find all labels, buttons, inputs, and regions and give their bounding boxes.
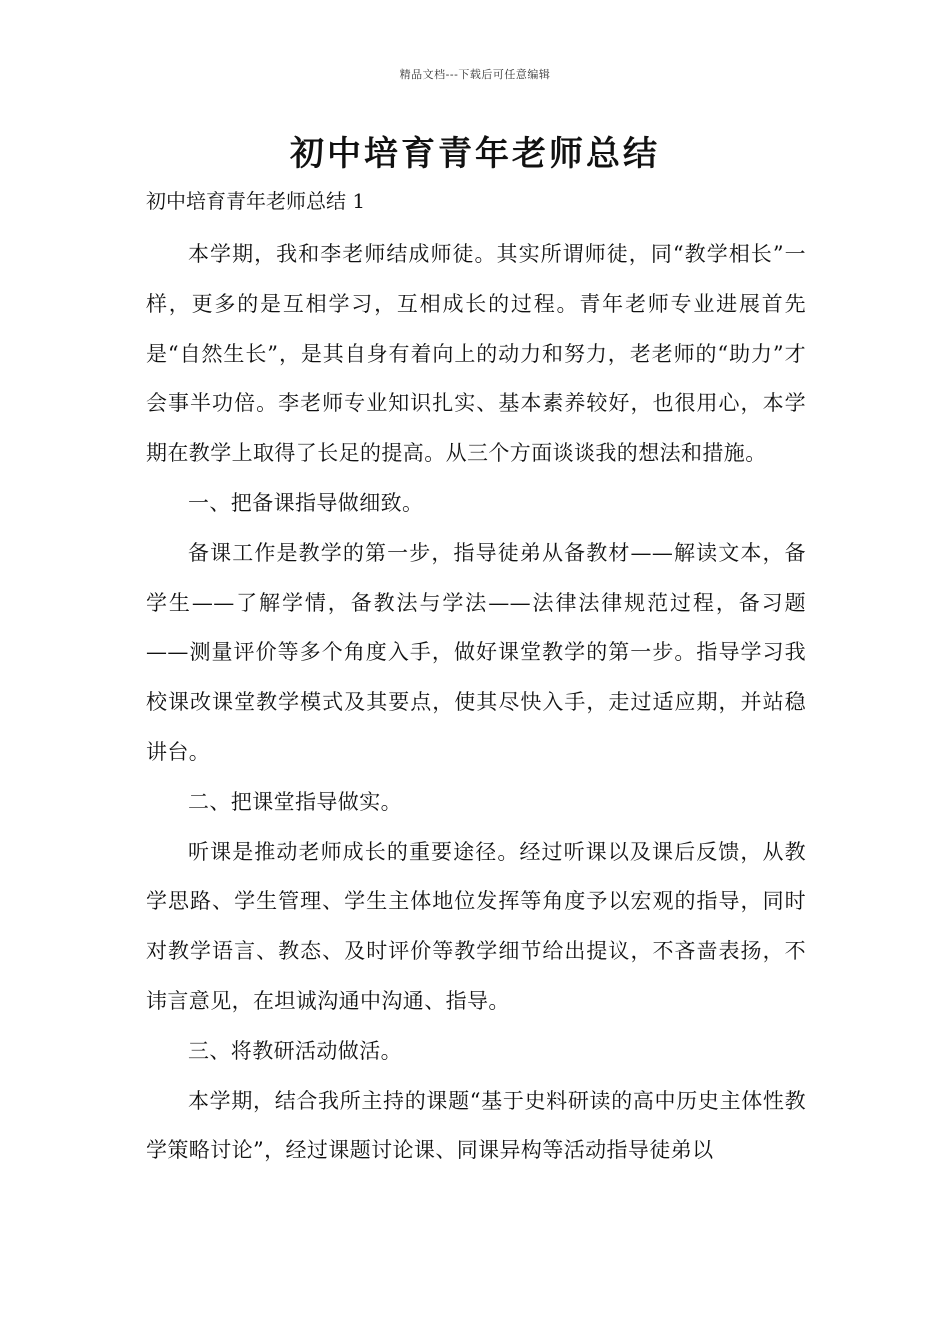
document-title: 初中培育青年老师总结 bbox=[290, 134, 660, 174]
document-subtitle: 初中培育青年老师总结 1 bbox=[146, 189, 366, 213]
section-heading-1: 一、把备课指导做细致。 bbox=[188, 490, 424, 515]
paragraph-section-3: 本学期，结合我所主持的课题“基于史料研读的高中历史主体性教学策略讨论”，经过课题讨论课、同课异构等活动指导徒弟以 bbox=[146, 1088, 806, 1163]
paragraph-section-2: 听课是推动老师成长的重要途径。经过听课以及课后反馈，从教学思路、学生管理、学生主体地位发挥等角度予以宏观的指导，同时对教学语言、教态、及时评价等教学细节给出提议，不吝啬表扬，不讳言意见，在坦诚沟通中沟通、指导。 bbox=[146, 839, 806, 1013]
section-heading-2: 二、把课堂指导做实。 bbox=[188, 789, 402, 814]
paragraph-intro: 本学期，我和李老师结成师徒。其实所谓师徒，同“教学相长”一样，更多的是互相学习，互相成长的过程。青年老师专业进展首先是“自然生长”，是其自身有着向上的动力和努力，老老师的“助力”才会事半功倍。李老师专业知识扎实、基本素养较好，也很用心，本学期在教学上取得了长足的提高。从三个方面谈谈我的想法和措施。 bbox=[146, 242, 806, 466]
paragraph-section-1: 备课工作是教学的第一步，指导徒弟从备教材——解读文本，备学生——了解学情，备教法与学法——法律法律规范过程，备习题——测量评价等多个角度入手，做好课堂教学的第一步。指导学习我校课改课堂教学模式及其要点，使其尽快入手，走过适应期，并站稳讲台。 bbox=[146, 540, 806, 764]
section-heading-3: 三、将教研活动做活。 bbox=[188, 1038, 402, 1063]
header-note: 精品文档---下载后可任意编辑 bbox=[399, 68, 551, 81]
document-body bbox=[146, 230, 806, 1176]
